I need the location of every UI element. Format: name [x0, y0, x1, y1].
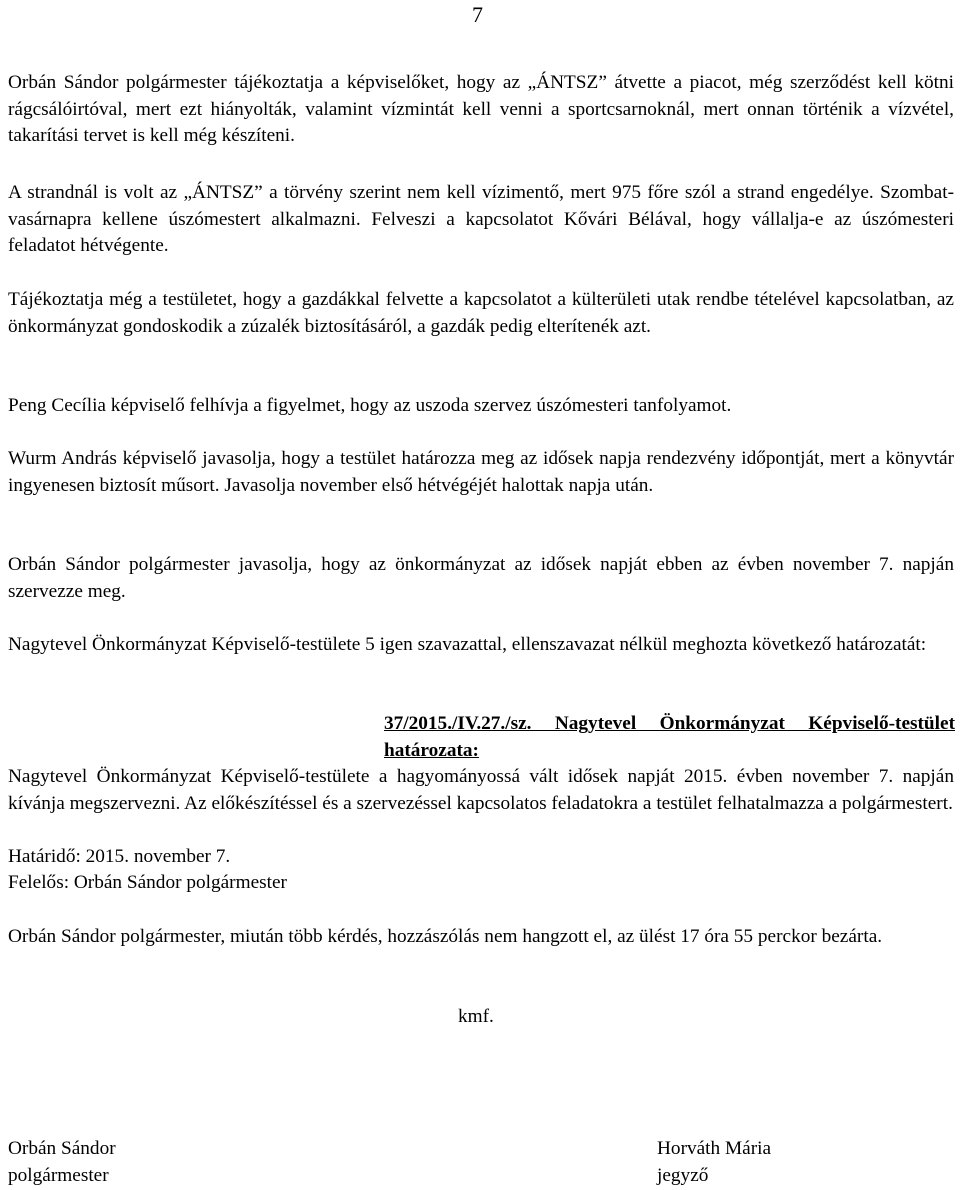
paragraph-strand: A strandnál is volt az „ÁNTSZ” a törvény szerint nem kell vízimentő, mert 975 főre szól a strand engedélye. Szombat-vasárnapra kellene úszómestert alkalmazni. Felveszi a kapcsolatot Kővári Bélával, hogy vállalja-e az úszómesteri feladatot hétvégente. — [8, 182, 954, 256]
resolution-body: Nagytevel Önkormányzat Képviselő-testülete a hagyományossá vált idősek napját 2015. évben november 7. napján kívánja megszervezni. Az előkészítéssel és a szervezéssel kapcsolatos feladatokra a testület felhatalmazza a polgármestert. — [8, 766, 954, 814]
kmf-label: kmf. — [458, 1006, 494, 1027]
signature-left — [8, 1136, 116, 1189]
paragraph-closing: Orbán Sándor polgármester, miután több kérdés, hozzászólás nem hangzott el, az ülést 17 óra 55 perckor bezárta. — [8, 926, 883, 947]
paragraph-uszomesteri-tanfolyam: Peng Cecília képviselő felhívja a figyelmet, hogy az uszoda szervez úszómesteri tanfolyamot. — [8, 395, 732, 416]
signature-right — [657, 1136, 771, 1189]
paragraph-polgarmester-javaslat: Orbán Sándor polgármester javasolja, hogy az önkormányzat az idősek napját ebben az évben november 7. napján szervezze meg. — [8, 554, 954, 602]
signature-left-name: Orbán Sándor — [8, 1138, 116, 1159]
paragraph-piac-antsz: Orbán Sándor polgármester tájékoztatja a képviselőket, hogy az „ÁNTSZ” átvette a piacot, még szerződést kell kötni rágcsálóirtóval, mert ezt hiányolták, valamint vízmintát kell venni a sportcsarnoknál, mert onnan történik a vízvétel, takarítási tervet is kell még készíteni. — [8, 72, 954, 146]
signature-left-title: polgármester — [8, 1164, 109, 1186]
resolution-heading: 37/2015./IV.27./sz. Nagytevel Önkormányzat Képviselő-testület határozata: — [384, 713, 955, 761]
paragraph-kulteruleti-utak: Tájékoztatja még a testületet, hogy a gazdákkal felvette a kapcsolatot a külterületi utak rendbe tételével kapcsolatban, az önkormányzat gondoskodik a zúzalék biztosításáról, a gazdák pedig elterítenék azt. — [8, 289, 954, 337]
signature-right-name: Horváth Mária — [657, 1138, 772, 1159]
resolution-responsible: Felelős: Orbán Sándor polgármester — [8, 872, 287, 893]
signature-right-title: jegyző — [657, 1164, 709, 1186]
paragraph-idosek-napja-javaslat: Wurm András képviselő javasolja, hogy a testület határozza meg az idősek napja rendezvény időpontját, mert a könyvtár ingyenesen biztosít műsort. Javasolja november első hétvégéjét halottak napja után. — [8, 448, 954, 496]
page-number: 7 — [472, 2, 483, 27]
paragraph-szavazas: Nagytevel Önkormányzat Képviselő-testülete 5 igen szavazattal, ellenszavazat nélkül meghozta következő határozatát: — [8, 634, 927, 655]
resolution-deadline: Határidő: 2015. november 7. — [8, 846, 231, 867]
